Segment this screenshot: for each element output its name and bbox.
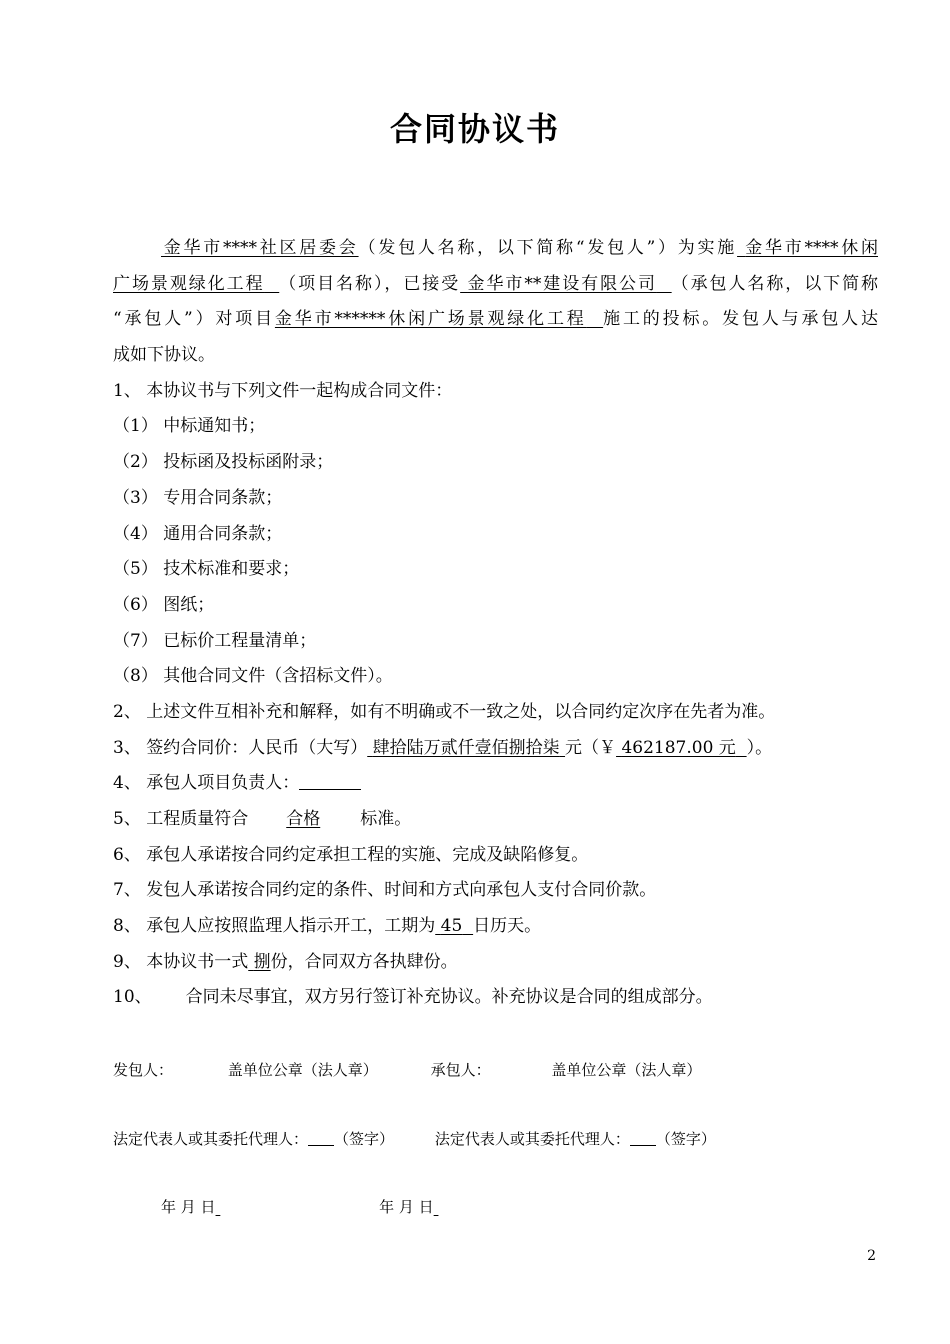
intro-line-3: “承包人”）对项目金华市******休闲广场景观绿化工程 施工的投标。发包人与承包人达: [113, 309, 879, 330]
contract-price-number: 462187.00 元: [621, 737, 736, 758]
project-name-part1: 金华市****休闲: [745, 238, 879, 258]
copies-count: 捌: [253, 951, 271, 972]
document-item: （6） 图纸；: [113, 594, 215, 615]
contractor-date: 年 月 日: [379, 1198, 434, 1216]
project-name-part2: 广场景观绿化工程: [113, 273, 265, 294]
document-item: （7） 已标价工程量清单；: [113, 630, 317, 651]
project-full-name: 金华市******休闲广场景观绿化工程: [274, 309, 587, 330]
employer-name: 金华市****社区居委会: [161, 238, 359, 258]
clause-1: 1、 本协议书与下列文件一起构成合同文件：: [113, 380, 453, 401]
date-row: [113, 1196, 438, 1217]
clause-2: 2、 上述文件互相补充和解释，如有不明确或不一致之处，以合同约定次序在先者为准。: [113, 701, 776, 722]
employer-representative-label: 法定代表人或其委托代理人：: [113, 1130, 309, 1148]
document-title: 合同协议书: [389, 110, 560, 148]
contractor-name: 金华市**建设有限公司: [467, 273, 657, 294]
document-item: （8） 其他合同文件（含招标文件）。: [113, 666, 393, 687]
quality-standard: 合格: [286, 809, 321, 829]
employer-label: 发包人：: [113, 1061, 174, 1079]
clause-9: 9、 本协议书一式 捌份，合同双方各执肆份。: [113, 951, 458, 972]
representative-row: [113, 1128, 716, 1149]
contractor-representative-label: 法定代表人或其委托代理人：: [434, 1130, 630, 1148]
document-item: （1） 中标通知书；: [113, 416, 266, 437]
contract-price-words: 肆拾陆万贰仟壹佰捌拾柒: [372, 737, 560, 758]
contractor-signature-blank: [630, 1130, 656, 1146]
contractor-seal: 盖单位公章（法人章）: [551, 1061, 702, 1079]
employer-signature-blank: [308, 1130, 334, 1146]
employer-seal: 盖单位公章（法人章）: [227, 1061, 378, 1079]
page-number: 2: [867, 1248, 876, 1264]
employer-sign-note: （签字）: [334, 1130, 395, 1148]
clause-10: 10、 合同未尽事宜，双方另行签订补充协议。补充协议是合同的组成部分。: [113, 987, 713, 1008]
employer-date: 年 月 日: [161, 1198, 216, 1216]
clause-3: 3、 签约合同价：人民币（大写） 肆拾陆万贰仟壹佰捌拾柒 元（￥ 462187.00 元 ）。: [113, 737, 773, 758]
construction-period: 45: [440, 916, 463, 937]
document-item: （5） 技术标准和要求；: [113, 559, 300, 580]
agreement-body: [113, 231, 878, 1016]
intro-line-4: 成如下协议。: [113, 345, 215, 366]
clause-8: 8、 承包人应按照监理人指示开工，工期为 45 日历天。: [113, 916, 542, 937]
intro-paragraph: [113, 231, 878, 374]
document-item: （2） 投标函及投标函附录；: [113, 452, 334, 473]
contractor-sign-note: （签字）: [655, 1130, 716, 1148]
document-item: （4） 通用合同条款；: [113, 523, 283, 544]
clause-7: 7、 发包人承诺按合同约定的条件、时间和方式向承包人支付合同价款。: [113, 880, 657, 901]
intro-line-2: 广场景观绿化工程 （项目名称），已接受 金华市**建设有限公司 （承包人名称，以下简称: [113, 273, 879, 294]
contractor-label: 承包人：: [430, 1061, 491, 1079]
clause-6: 6、 承包人承诺按合同约定承担工程的实施、完成及缺陷修复。: [113, 844, 589, 865]
document-item: （3） 专用合同条款；: [113, 487, 283, 508]
project-manager-blank: [299, 772, 361, 790]
seal-row: [113, 1059, 707, 1080]
clause-4: 4、 承包人项目负责人：: [113, 766, 878, 802]
intro-line-1: 金华市****社区居委会（发包人名称，以下简称“发包人”）为实施 金华市****休闲: [113, 231, 878, 267]
clause-5: 5、 工程质量符合 合格 标准。: [113, 809, 412, 829]
